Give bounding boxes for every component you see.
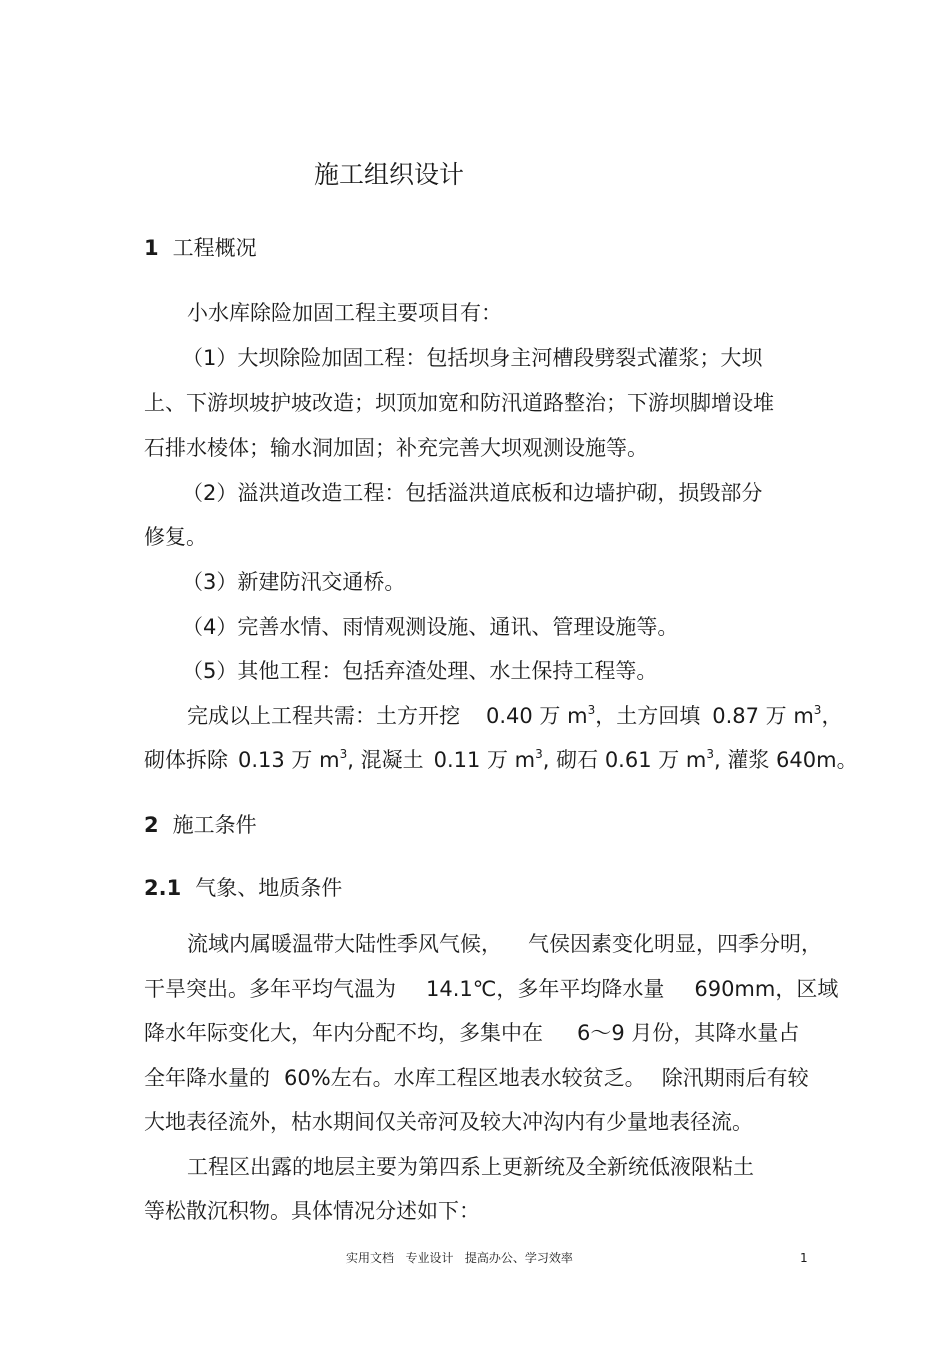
text-fragment: 气侯因素变化明显，四季分明，	[528, 932, 822, 956]
section-title: 施工条件	[172, 813, 257, 837]
section-1-heading	[144, 233, 257, 263]
superscript: 3	[706, 747, 715, 761]
climate-line3	[144, 1018, 799, 1048]
item4-line: （4）完善水情、雨情观测设施、通讯、管理设施等。	[182, 615, 679, 639]
concrete-label: , 混凝土	[347, 748, 424, 772]
section-title: 工程概况	[172, 236, 257, 260]
item5-line: （5）其他工程：包括弃渣处理、水土保持工程等。	[182, 659, 658, 683]
text-fragment: 除汛期雨后有较	[661, 1066, 809, 1090]
page-number: 1	[800, 1251, 808, 1265]
text-fragment: 14.1℃，多年平均降水量	[426, 977, 665, 1001]
earth-excavation-value: 0.40 万 m	[486, 704, 588, 728]
masonry-demolition-label: 砌体拆除	[144, 748, 228, 772]
footer-text: 实用文档 专业设计 提高办公、学习效率	[346, 1251, 573, 1265]
text-fragment: 全年降水量的	[144, 1066, 270, 1090]
item2-line2: 修复。	[144, 525, 207, 549]
stone-masonry-text: , 砌石 0.61 万 m	[542, 748, 707, 772]
summary-line2	[144, 745, 858, 775]
summary-line1	[187, 701, 842, 731]
superscript: 3	[339, 747, 348, 761]
item1-line1: （1）大坝除险加固工程：包括坝身主河槽段劈裂式灌浆；大坝	[182, 346, 763, 370]
text-fragment: 流域内属暖温带大陆性季风气候，	[187, 932, 502, 956]
climate-line5: 大地表径流外，枯水期间仅关帝河及较大冲沟内有少量地表径流。	[144, 1110, 753, 1134]
page-title: 施工组织设计	[314, 160, 465, 189]
item1-line3: 石排水棱体；输水洞加固；补充完善大坝观测设施等。	[144, 436, 648, 460]
intro-line: 小水库除险加固工程主要项目有：	[187, 301, 502, 325]
geology-line1: 工程区出露的地层主要为第四系上更新统及全新统低液限粘土	[187, 1155, 754, 1179]
earth-fill-value: 0.87 万 m	[712, 704, 814, 728]
text-fragment: 干旱突出。多年平均气温为	[144, 977, 396, 1001]
summary-sep: ，	[821, 704, 843, 728]
concrete-value: 0.11 万 m	[433, 748, 536, 772]
section-2-heading	[144, 810, 257, 840]
grouting-text: , 灌浆 640m。	[714, 748, 858, 772]
geology-line2: 等松散沉积物。具体情况分述如下：	[144, 1199, 480, 1223]
section-title: 气象、地质条件	[195, 876, 343, 900]
item3-line: （3）新建防汛交通桥。	[182, 570, 406, 594]
climate-line4	[144, 1063, 809, 1093]
text-fragment: 690mm，区域	[694, 977, 839, 1001]
section-2-1-heading	[144, 873, 342, 903]
superscript: 3	[587, 703, 596, 717]
item1-line2: 上、下游坝坡护坡改造；坝顶加宽和防汛道路整治；下游坝脚增设堆	[144, 391, 774, 415]
superscript: 3	[813, 703, 822, 717]
climate-line2	[144, 974, 838, 1004]
text-fragment: 降水年际变化大，年内分配不均，多集中在	[144, 1021, 543, 1045]
section-number: 2	[144, 813, 159, 837]
climate-line1	[187, 929, 822, 959]
section-number: 1	[144, 236, 159, 260]
text-fragment: 60%左右。水库工程区地表水较贫乏。	[284, 1066, 646, 1090]
superscript: 3	[535, 747, 543, 761]
summary-lead: 完成以上工程共需：土方开挖	[187, 704, 460, 728]
summary-sep: ，土方回填	[595, 704, 701, 728]
section-number: 2.1	[144, 876, 182, 900]
text-fragment: 6～9 月份，其降水量占	[577, 1021, 800, 1045]
masonry-demolition-value: 0.13 万 m	[238, 748, 340, 772]
item2-line1: （2）溢洪道改造工程：包括溢洪道底板和边墙护砌，损毁部分	[182, 481, 763, 505]
